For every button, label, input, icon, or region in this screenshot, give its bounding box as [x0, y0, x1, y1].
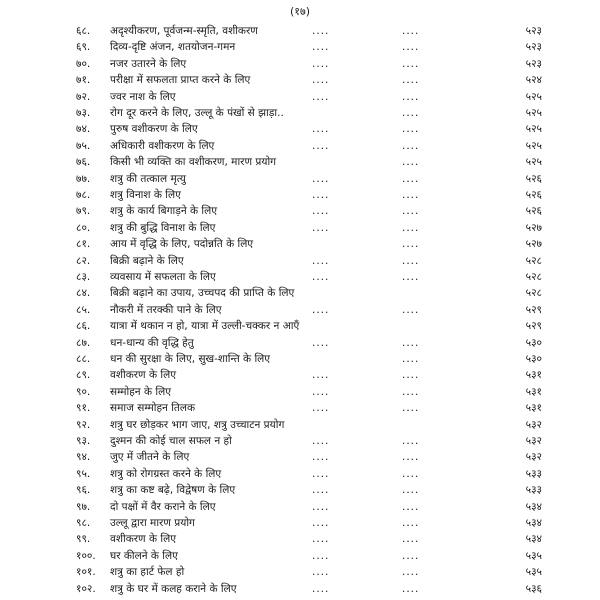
toc-entry [0, 202, 600, 220]
entry-number: ७६. [76, 156, 91, 169]
entry-page-number: ५३२ [525, 435, 542, 447]
entry-number: ९८. [76, 517, 91, 529]
entry-number: ९१. [76, 402, 91, 415]
dot-leader: .... [312, 41, 330, 54]
entry-page-number: ५२७ [525, 221, 542, 234]
toc-entry [0, 416, 600, 434]
entry-page-number: ५३० [525, 353, 542, 365]
entry-page-number: ५२३ [525, 41, 542, 54]
toc-entry [0, 137, 600, 155]
toc-entry [0, 366, 600, 384]
entry-page-number: ५२४ [525, 74, 542, 87]
entry-page-number: ५२९ [525, 320, 542, 333]
entry-title: व्यवसाय में सफलता के लिए [110, 271, 216, 283]
dot-leader: .... [312, 254, 330, 267]
entry-page-number: ५३१ [525, 402, 542, 415]
entry-number: ८३. [76, 271, 91, 283]
entry-number: ८८. [76, 353, 91, 365]
entry-title: शत्रु के घर में कलह कराने के लिए [110, 582, 237, 595]
toc-entry [0, 170, 600, 188]
dot-leader: .... [402, 467, 420, 480]
entry-page-number: ५३५ [525, 549, 542, 562]
toc-entry [0, 38, 600, 56]
dot-leader: .... [402, 41, 420, 54]
dot-leader: .... [402, 123, 420, 136]
toc-entry [0, 547, 600, 565]
entry-number: ८६. [76, 320, 91, 333]
entry-page-number: ५२५ [525, 139, 542, 152]
entry-page-number: ५२३ [525, 57, 542, 70]
entry-title: परीक्षा में सफलता प्राप्त करने के लिए [110, 74, 251, 87]
entry-title: बिक्री बढ़ाने के लिए [110, 254, 184, 267]
dot-leader: .... [402, 254, 420, 267]
entry-page-number: ५२६ [525, 205, 542, 218]
entry-title: नजर उतारने के लिए [110, 57, 187, 70]
entry-number: ६८. [76, 25, 91, 37]
dot-leader: .... [312, 582, 330, 595]
toc-entry [0, 350, 600, 368]
toc-entry [0, 465, 600, 483]
entry-number: ७१. [76, 74, 91, 87]
entry-page-number: ५३३ [525, 484, 542, 497]
entry-page-number: ५३५ [525, 566, 542, 579]
entry-title: अदृश्यीकरण, पूर्वजन्म-स्मृति, वशीकरण [110, 25, 258, 37]
dot-leader: .... [402, 500, 420, 513]
dot-leader: .... [402, 57, 420, 70]
dot-leader: .... [312, 123, 330, 136]
toc-entry [0, 55, 600, 73]
dot-leader: .... [402, 336, 420, 349]
dot-leader: .... [402, 139, 420, 152]
toc-entry [0, 153, 600, 171]
entry-number: ९३. [76, 435, 91, 447]
toc-entry [0, 88, 600, 106]
dot-leader: .... [312, 402, 330, 415]
toc-entry [0, 514, 600, 532]
dot-leader: .... [312, 57, 330, 70]
entry-title: दुश्मन की कोई चाल सफल न हो [110, 435, 232, 447]
entry-page-number: ५३२ [525, 418, 542, 431]
entry-number: ९७. [76, 500, 91, 513]
entry-title: दिव्य-दृष्टि अंजन, शतयोजन-गमन [110, 41, 236, 54]
entry-page-number: ५३४ [525, 533, 542, 546]
entry-title: अधिकारी वशीकरण के लिए [110, 139, 215, 152]
dot-leader: .... [402, 271, 420, 283]
dot-leader: .... [312, 303, 330, 316]
entry-title: यात्रा में थकान न हो, यात्रा में उल्ली-चक्कर न आएँ [110, 320, 300, 333]
dot-leader: .... [402, 517, 420, 529]
entry-number: १००. [76, 549, 96, 562]
dot-leader: .... [402, 582, 420, 595]
entry-title: शत्रु की तत्काल मृत्यु [110, 172, 186, 185]
entry-title: शत्रु को रोगग्रस्त करने के लिए [110, 467, 222, 480]
dot-leader: .... [402, 25, 420, 37]
entry-page-number: ५२३ [525, 25, 542, 37]
toc-entry [0, 481, 600, 499]
toc-entry [0, 432, 600, 450]
dot-leader: .... [402, 156, 420, 169]
toc-entry [0, 383, 600, 401]
toc-entry [0, 120, 600, 138]
entry-page-number: ५३३ [525, 467, 542, 480]
toc-entry [0, 530, 600, 548]
entry-number: ७७. [76, 172, 91, 185]
entry-title: धन-धान्य की वृद्धि हेतु [110, 336, 194, 349]
dot-leader: .... [402, 451, 420, 464]
toc-entry [0, 219, 600, 237]
dot-leader: .... [402, 90, 420, 103]
entry-page-number: ५२८ [525, 271, 542, 283]
entry-page-number: ५२८ [525, 287, 542, 300]
entry-page-number: ५२५ [525, 90, 542, 103]
entry-number: ९२. [76, 418, 91, 431]
dot-leader: .... [312, 205, 330, 218]
entry-title: शत्रु के कार्य बिगाड़ने के लिए [110, 205, 218, 218]
entry-title: वशीकरण के लिए [110, 533, 177, 546]
entry-number: ७३. [76, 107, 91, 119]
toc-entry [0, 334, 600, 352]
entry-number: ८१. [76, 238, 91, 251]
toc-entry [0, 284, 600, 302]
toc-entry [0, 186, 600, 204]
dot-leader: .... [402, 549, 420, 562]
entry-page-number: ५२५ [525, 156, 542, 169]
toc-entry [0, 252, 600, 270]
entry-page-number: ५३१ [525, 369, 542, 382]
entry-number: १०२. [76, 582, 96, 595]
toc-entry [0, 563, 600, 581]
dot-leader: .... [312, 517, 330, 529]
dot-leader: .... [312, 139, 330, 152]
dot-leader: .... [312, 467, 330, 480]
toc-entry [0, 268, 600, 286]
dot-leader: .... [402, 435, 420, 447]
toc-entry [0, 498, 600, 516]
entry-number: ७५. [76, 139, 91, 152]
entry-page-number: ५३४ [525, 517, 542, 529]
dot-leader: .... [402, 74, 420, 87]
dot-leader: .... [312, 189, 330, 201]
entry-title: जुए में जीतने के लिए [110, 451, 190, 464]
entry-page-number: ५२५ [525, 123, 542, 136]
entry-number: ९५. [76, 467, 91, 480]
entry-title: वशीकरण के लिए [110, 369, 177, 382]
entry-number: ७४. [76, 123, 91, 136]
entry-title: सम्मोहन के लिए [110, 385, 172, 398]
entry-number: ९४. [76, 451, 91, 464]
entry-title: दो पक्षों में वैर कराने के लिए [110, 500, 216, 513]
entry-title: धन की सुरक्षा के लिए, सुख-शान्ति के लिए [110, 353, 271, 365]
dot-leader: .... [312, 566, 330, 579]
dot-leader: .... [312, 385, 330, 398]
entry-number: ८४. [76, 287, 91, 300]
toc-entry [0, 399, 600, 417]
toc-entry [0, 22, 600, 40]
toc-entry [0, 317, 600, 335]
entry-page-number: ५२६ [525, 189, 542, 201]
entry-title: बिक्री बढ़ाने का उपाय, उच्चपद की प्राप्ति के लिए [110, 287, 295, 300]
dot-leader: .... [402, 303, 420, 316]
toc-entry [0, 71, 600, 89]
dot-leader: .... [402, 221, 420, 234]
dot-leader: .... [312, 435, 330, 447]
entry-page-number: ५३४ [525, 500, 542, 513]
entry-title: शत्रु का कष्ट बढ़े, विद्वेषण के लिए [110, 484, 236, 497]
entry-number: ८७. [76, 336, 91, 349]
entry-number: ८२. [76, 254, 91, 267]
dot-leader: .... [312, 172, 330, 185]
dot-leader: .... [312, 25, 330, 37]
toc-entry [0, 301, 600, 319]
entry-number: ९९. [76, 533, 91, 546]
entry-number: ८५. [76, 303, 91, 316]
entry-page-number: ५२९ [525, 303, 542, 316]
entry-page-number: ५२८ [525, 254, 542, 267]
dot-leader: .... [312, 549, 330, 562]
dot-leader: .... [402, 385, 420, 398]
dot-leader: .... [312, 451, 330, 464]
dot-leader: .... [312, 484, 330, 497]
toc-entry [0, 104, 600, 122]
entry-title: शत्रु घर छोड़कर भाग जाए, शत्रु उच्चाटन प्रयोग [110, 418, 285, 431]
entry-page-number: ५३२ [525, 451, 542, 464]
entry-page-number: ५२७ [525, 238, 542, 251]
entry-title: घर कीलने के लिए [110, 549, 178, 562]
dot-leader: .... [402, 353, 420, 365]
entry-title: उल्लू द्वारा मारण प्रयोग [110, 517, 195, 529]
dot-leader: .... [402, 238, 420, 251]
dot-leader: .... [402, 189, 420, 201]
dot-leader: .... [402, 533, 420, 546]
dot-leader: .... [402, 369, 420, 382]
entry-title: आय में वृद्धि के लिए, पदोन्नति के लिए [110, 238, 254, 251]
dot-leader: .... [402, 566, 420, 579]
page-number: (१७) [289, 5, 311, 18]
dot-leader: .... [402, 484, 420, 497]
dot-leader: .... [402, 402, 420, 415]
entry-number: ६९. [76, 41, 91, 54]
entry-title: ज्वर नाश के लिए [110, 90, 176, 103]
entry-title: किसी भी व्यक्ति का वशीकरण, मारण प्रयोग [110, 156, 277, 169]
dot-leader: .... [312, 369, 330, 382]
dot-leader: .... [312, 500, 330, 513]
entry-number: ७८. [76, 189, 91, 201]
toc-entry [0, 580, 600, 598]
toc-entry [0, 235, 600, 253]
entry-title: नौकरी में तरक्की पाने के लिए [110, 303, 222, 316]
entry-number: ९६. [76, 484, 91, 497]
dot-leader: .... [402, 205, 420, 218]
entry-title: शत्रु विनाश के लिए [110, 189, 181, 201]
dot-leader: .... [312, 74, 330, 87]
entry-title: शत्रु का हार्ट फेल हो [110, 566, 185, 579]
entry-page-number: ५२६ [525, 172, 542, 185]
entry-page-number: ५३१ [525, 385, 542, 398]
entry-title: समाज सम्मोहन तिलक [110, 402, 196, 415]
dot-leader: .... [402, 172, 420, 185]
entry-number: ७२. [76, 90, 91, 103]
dot-leader: .... [312, 90, 330, 103]
toc-entry [0, 448, 600, 466]
entry-title: शत्रु की बुद्धि विनाश के लिए [110, 221, 216, 234]
entry-title: पुरुष वशीकरण के लिए [110, 123, 198, 136]
dot-leader: .... [312, 533, 330, 546]
entry-page-number: ५२५ [525, 107, 542, 119]
dot-leader: .... [312, 271, 330, 283]
dot-leader: .... [312, 221, 330, 234]
entry-title: रोग दूर करने के लिए, उल्लू के पंखों से झाड़ा.. [110, 107, 284, 119]
entry-page-number: ५३० [525, 336, 542, 349]
entry-number: ७९. [76, 205, 91, 218]
table-of-contents [0, 22, 600, 597]
entry-number: ७०. [76, 57, 91, 70]
entry-number: ८०. [76, 221, 91, 234]
entry-page-number: ५३६ [525, 582, 542, 595]
entry-number: १०१. [76, 566, 96, 579]
dot-leader: .... [402, 107, 420, 119]
entry-number: ८९. [76, 369, 91, 382]
dot-leader: .... [312, 336, 330, 349]
entry-number: ९०. [76, 385, 91, 398]
